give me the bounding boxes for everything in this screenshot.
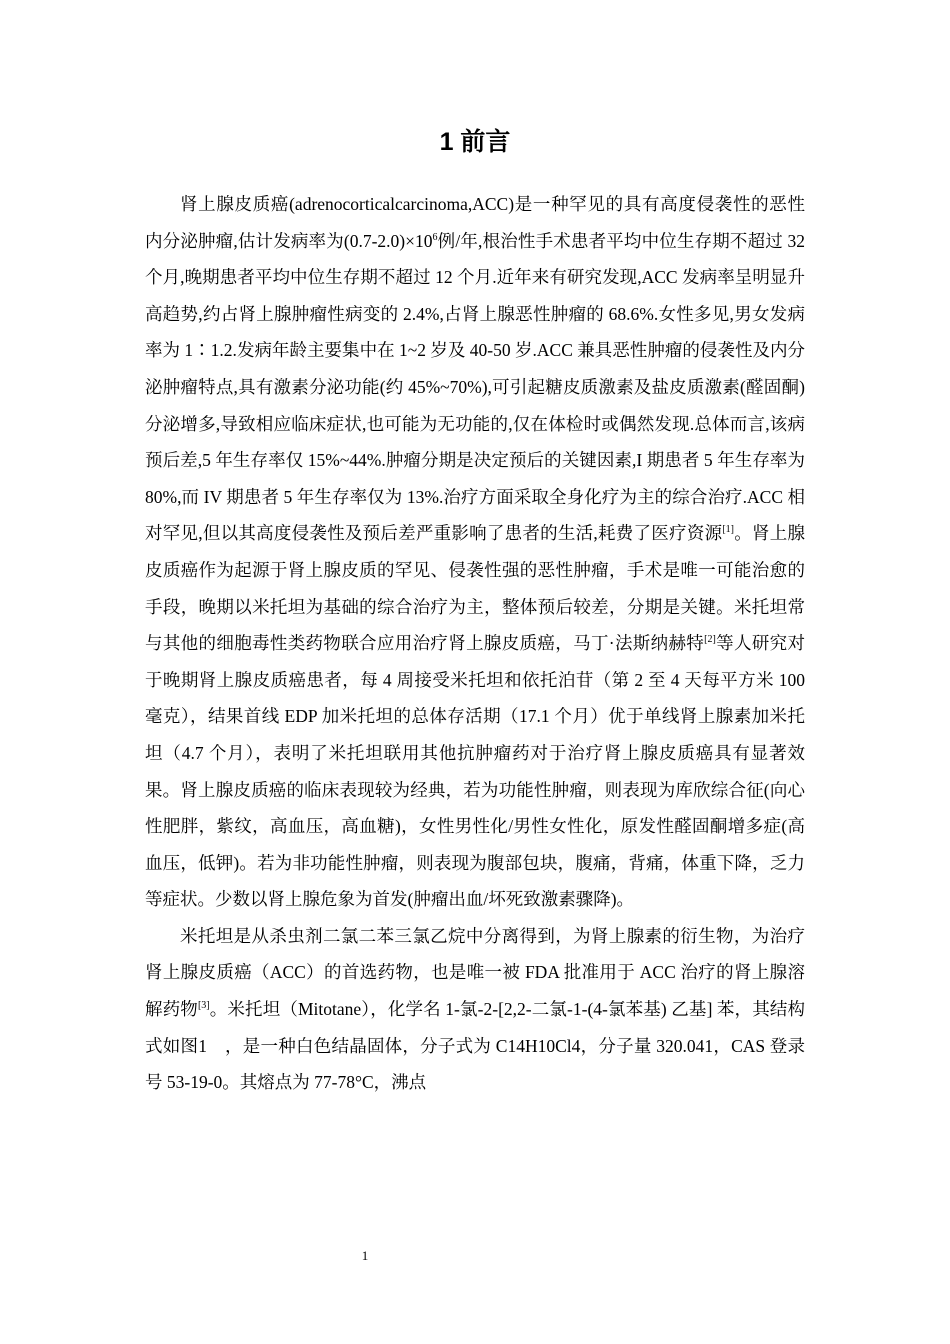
- section-title: 1 前言: [439, 128, 511, 156]
- page-number: 1: [361, 1248, 369, 1263]
- citation-ref-2: [2]: [704, 634, 716, 646]
- paragraph-text: 米托坦是从杀虫剂二氯二苯三氯乙烷中分离得到，为肾上腺素的衍生物，为治疗肾上腺皮质癌（ACC）的首选药物，也是唯一被 FDA 批准用于 ACC 治疗的肾上腺溶解药物: [145, 925, 805, 1020]
- paragraph-text: 例/年,根治性手术患者平均中位生存期不超过 32 个月,晚期患者平均中位生存期不超过 12 个月.近年来有研究发现,ACC 发病率呈明显升高趋势,约占肾上腺肿瘤性病变的 2.4%,占肾上腺恶性肿瘤的 68.6%.女性多见,男女发病率为 1∶1.2.发病年龄主要集中在 1~2 岁及 40-50 岁.ACC 兼具恶性肿瘤的侵袭性及内分泌肿瘤特点,具有激素分泌功能(约 45%~70%),可引起糖皮质激素及盐皮质激素(醛固酮)分泌增多,导致相应临床症状,也可能为无功能的,仅在体检时或偶然发现.总体而言,该病预后差,5 年生存率仅 15%~44%.肿瘤分期是决定预后的关键因素,I 期患者 5 年生存率为 80%,而 IV 期患者 5 年生存率仅为 13%.治疗方面采取全身化疗为主的综合治疗.ACC 相对罕见,但以其高度侵袭性及预后差严重影响了患者的生活,耗费了医疗资源: [145, 230, 805, 544]
- citation-ref-3: [3]: [197, 1000, 210, 1012]
- citation-ref-1: [1]: [722, 524, 734, 536]
- body-text: [145, 186, 805, 1101]
- paragraph-introduction: [145, 186, 805, 918]
- paragraph-text: 肾上腺皮质癌(adrenocorticalcarcinoma,ACC)是一种罕见的具有高度侵袭性的恶性内分泌肿瘤,估计发病率为(0.7-2.0)×10: [145, 194, 805, 251]
- paragraph-text: 等人研究对于晚期肾上腺皮质癌患者，每 4 周接受米托坦和依托泊苷（第 2 至 4 天每平方米 100 毫克），结果首线 EDP 加米托坦的总体存活期（17.1 个月）优于单线肾上腺素加米托坦（4.7 个月），表明了米托坦联用其他抗肿瘤药对于治疗肾上腺皮质癌具有显著效果。肾上腺皮质癌的临床表现较为经典，若为功能性肿瘤，则表现为库欣综合征(向心性肥胖，紫纹，高血压，高血糖)，女性男性化/男性女性化，原发性醛固酮增多症(高血压，低钾)。若为非功能性肿瘤，则表现为腹部包块，腹痛，背痛，体重下降，乏力等症状。少数以肾上腺危象为首发(肿瘤出血/坏死致激素骤降)。: [145, 633, 806, 910]
- paragraph-text: 。米托坦（Mitotane），化学名 1-氯-2-[2,2-二氯-1-(4-氯苯基) 乙基] 苯，其结构式如图1 ，是一种白色结晶固体，分子式为 C14H10Cl4，分子量 320.041，CAS 登录号 53-19-0。其熔点为 77-78°C，沸点: [145, 999, 805, 1093]
- paragraph-mitotane: [145, 918, 805, 1101]
- exponent: 6: [432, 231, 438, 243]
- paragraph-text: 。肾上腺皮质癌作为起源于肾上腺皮质的罕见、侵袭性强的恶性肿瘤，手术是唯一可能治愈的手段，晚期以米托坦为基础的综合治疗为主，整体预后较差，分期是关键。米托坦常与其他的细胞毒性类药物联合应用治疗肾上腺皮质癌，马丁·法斯纳赫特: [145, 523, 806, 654]
